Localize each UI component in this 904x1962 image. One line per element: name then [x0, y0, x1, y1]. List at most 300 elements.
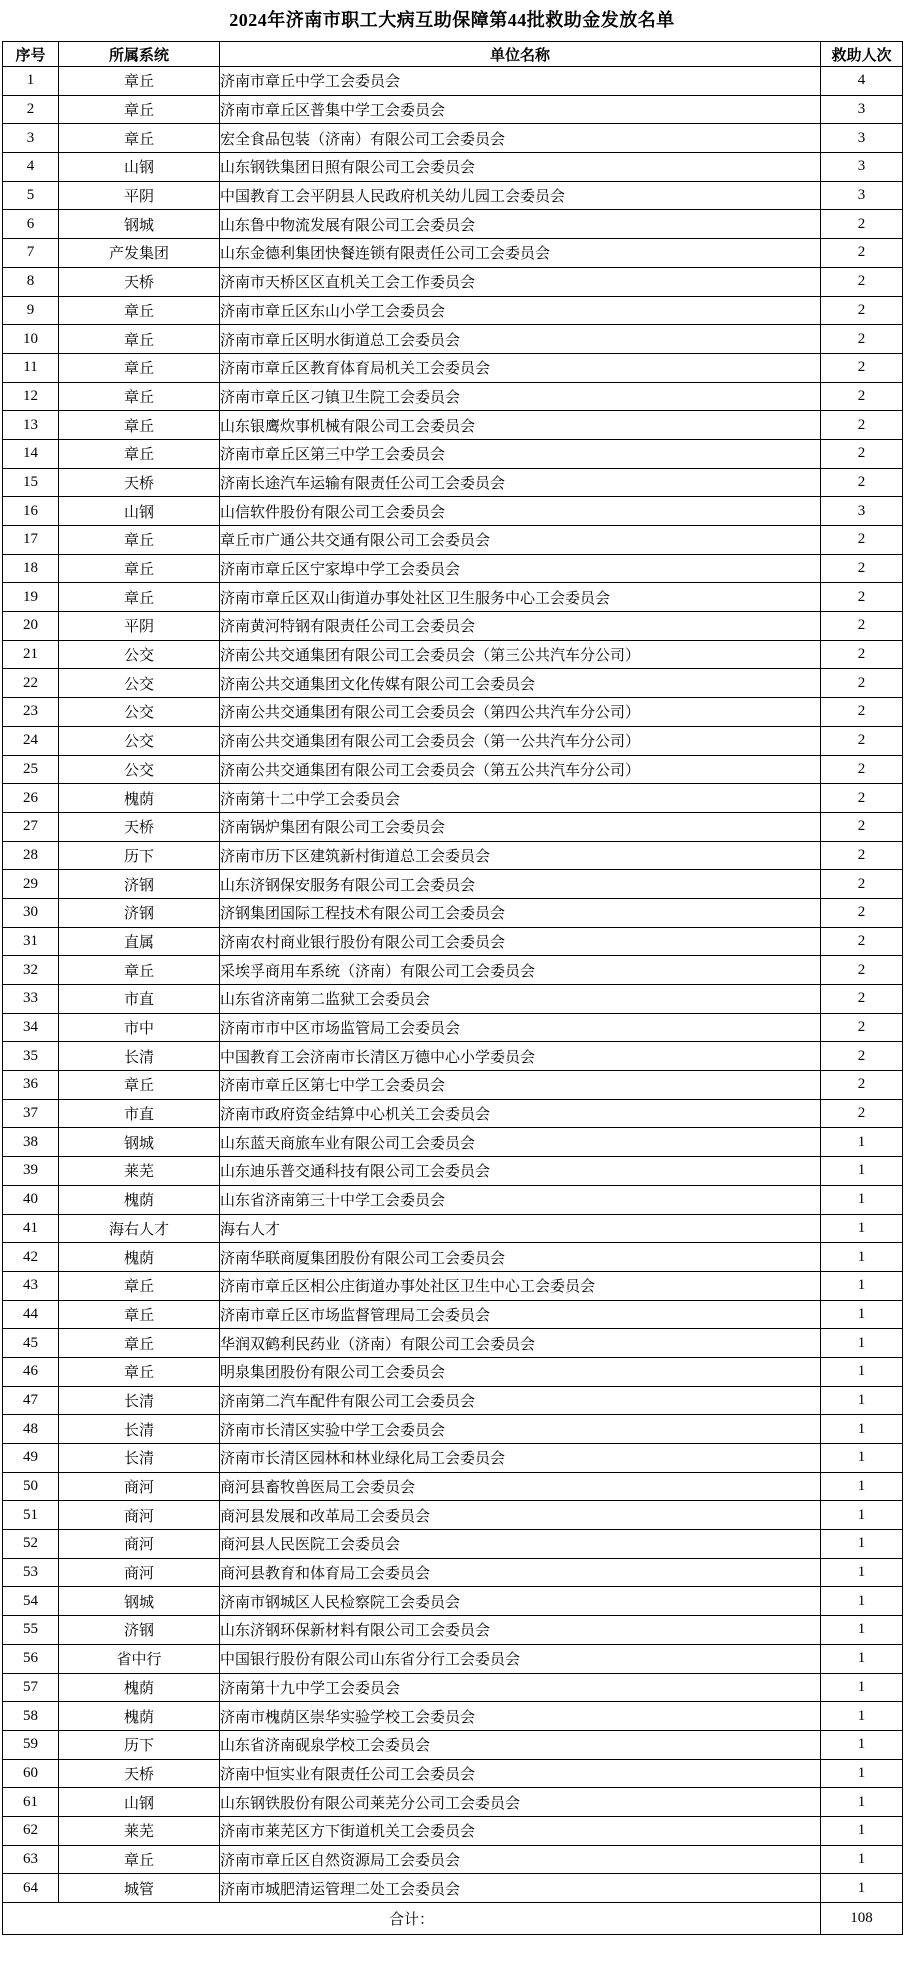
table-row	[3, 985, 903, 1014]
row-serial-no: 13	[3, 411, 59, 440]
row-aid-count: 2	[821, 439, 903, 468]
column-header-system: 所属系统	[59, 42, 220, 67]
table-row	[3, 1759, 903, 1788]
row-serial-no: 25	[3, 755, 59, 784]
row-aid-count: 4	[821, 67, 903, 96]
row-unit-name: 济南市莱芜区方下街道机关工会委员会	[220, 1816, 821, 1845]
row-unit-name: 山东济钢保安服务有限公司工会委员会	[220, 870, 821, 899]
table-row	[3, 439, 903, 468]
row-serial-no: 23	[3, 698, 59, 727]
row-unit-name: 济南市章丘区明水街道总工会委员会	[220, 325, 821, 354]
row-unit-name: 济南中恒实业有限责任公司工会委员会	[220, 1759, 821, 1788]
row-serial-no: 5	[3, 181, 59, 210]
row-unit-name: 山东迪乐普交通科技有限公司工会委员会	[220, 1157, 821, 1186]
row-aid-count: 2	[821, 267, 903, 296]
row-unit-name: 济南第二汽车配件有限公司工会委员会	[220, 1386, 821, 1415]
relief-roster-table	[2, 41, 903, 1935]
row-unit-name: 济南公共交通集团有限公司工会委员会（第四公共汽车分公司）	[220, 698, 821, 727]
table-row	[3, 1300, 903, 1329]
row-aid-count: 1	[821, 1501, 903, 1530]
row-system: 山钢	[59, 497, 220, 526]
row-serial-no: 10	[3, 325, 59, 354]
row-serial-no: 28	[3, 841, 59, 870]
row-system: 章丘	[59, 95, 220, 124]
row-aid-count: 2	[821, 526, 903, 555]
row-aid-count: 2	[821, 612, 903, 641]
table-row	[3, 612, 903, 641]
row-unit-name: 山东银鹰炊事机械有限公司工会委员会	[220, 411, 821, 440]
row-serial-no: 62	[3, 1816, 59, 1845]
table-row	[3, 554, 903, 583]
row-unit-name: 济南公共交通集团有限公司工会委员会（第五公共汽车分公司）	[220, 755, 821, 784]
row-serial-no: 4	[3, 153, 59, 182]
table-row	[3, 1357, 903, 1386]
row-aid-count: 2	[821, 985, 903, 1014]
row-system: 城管	[59, 1874, 220, 1903]
row-unit-name: 济南锅炉集团有限公司工会委员会	[220, 812, 821, 841]
row-system: 天桥	[59, 468, 220, 497]
row-unit-name: 明泉集团股份有限公司工会委员会	[220, 1357, 821, 1386]
row-aid-count: 3	[821, 181, 903, 210]
row-aid-count: 2	[821, 353, 903, 382]
table-row	[3, 1128, 903, 1157]
row-aid-count: 1	[821, 1357, 903, 1386]
row-unit-name: 济南华联商厦集团股份有限公司工会委员会	[220, 1243, 821, 1272]
row-serial-no: 64	[3, 1874, 59, 1903]
row-aid-count: 2	[821, 296, 903, 325]
table-row	[3, 1243, 903, 1272]
row-aid-count: 1	[821, 1874, 903, 1903]
row-serial-no: 22	[3, 669, 59, 698]
row-unit-name: 济南市章丘区市场监督管理局工会委员会	[220, 1300, 821, 1329]
row-unit-name: 济南市天桥区区直机关工会工作委员会	[220, 267, 821, 296]
table-row	[3, 1071, 903, 1100]
row-system: 公交	[59, 755, 220, 784]
row-aid-count: 2	[821, 927, 903, 956]
row-aid-count: 2	[821, 698, 903, 727]
row-system: 天桥	[59, 267, 220, 296]
row-serial-no: 63	[3, 1845, 59, 1874]
row-serial-no: 18	[3, 554, 59, 583]
row-serial-no: 30	[3, 898, 59, 927]
table-row	[3, 784, 903, 813]
row-serial-no: 8	[3, 267, 59, 296]
row-serial-no: 1	[3, 67, 59, 96]
table-row	[3, 325, 903, 354]
row-serial-no: 35	[3, 1042, 59, 1071]
row-unit-name: 宏全食品包装（济南）有限公司工会委员会	[220, 124, 821, 153]
row-system: 槐荫	[59, 784, 220, 813]
table-row	[3, 1587, 903, 1616]
table-row	[3, 267, 903, 296]
row-system: 历下	[59, 841, 220, 870]
row-serial-no: 57	[3, 1673, 59, 1702]
table-row	[3, 640, 903, 669]
row-serial-no: 42	[3, 1243, 59, 1272]
row-system: 长清	[59, 1042, 220, 1071]
row-unit-name: 山东济钢环保新材料有限公司工会委员会	[220, 1616, 821, 1645]
row-unit-name: 山东省济南砚泉学校工会委员会	[220, 1730, 821, 1759]
table-row	[3, 153, 903, 182]
row-system: 莱芜	[59, 1816, 220, 1845]
row-serial-no: 36	[3, 1071, 59, 1100]
table-row	[3, 927, 903, 956]
row-unit-name: 济南市章丘区双山街道办事处社区卫生服务中心工会委员会	[220, 583, 821, 612]
row-aid-count: 2	[821, 583, 903, 612]
table-row	[3, 1702, 903, 1731]
row-serial-no: 17	[3, 526, 59, 555]
row-serial-no: 53	[3, 1558, 59, 1587]
row-serial-no: 43	[3, 1271, 59, 1300]
row-unit-name: 济南长途汽车运输有限责任公司工会委员会	[220, 468, 821, 497]
table-row	[3, 1472, 903, 1501]
row-unit-name: 济南公共交通集团有限公司工会委员会（第一公共汽车分公司）	[220, 726, 821, 755]
row-aid-count: 2	[821, 870, 903, 899]
row-unit-name: 山东蓝天商旅车业有限公司工会委员会	[220, 1128, 821, 1157]
table-row	[3, 353, 903, 382]
row-aid-count: 1	[821, 1128, 903, 1157]
row-serial-no: 39	[3, 1157, 59, 1186]
table-row	[3, 497, 903, 526]
row-unit-name: 济南农村商业银行股份有限公司工会委员会	[220, 927, 821, 956]
table-row	[3, 669, 903, 698]
row-serial-no: 7	[3, 239, 59, 268]
table-row	[3, 382, 903, 411]
total-row	[3, 1903, 903, 1935]
row-system: 天桥	[59, 812, 220, 841]
row-unit-name: 济南黄河特钢有限责任公司工会委员会	[220, 612, 821, 641]
row-system: 章丘	[59, 554, 220, 583]
row-serial-no: 14	[3, 439, 59, 468]
row-unit-name: 济南市章丘区刁镇卫生院工会委员会	[220, 382, 821, 411]
row-aid-count: 2	[821, 726, 903, 755]
row-system: 章丘	[59, 956, 220, 985]
row-unit-name: 章丘市广通公共交通有限公司工会委员会	[220, 526, 821, 555]
row-aid-count: 1	[821, 1329, 903, 1358]
row-system: 公交	[59, 640, 220, 669]
row-system: 公交	[59, 669, 220, 698]
row-unit-name: 济南市城肥清运管理二处工会委员会	[220, 1874, 821, 1903]
table-row	[3, 841, 903, 870]
row-system: 省中行	[59, 1644, 220, 1673]
table-row	[3, 296, 903, 325]
row-system: 章丘	[59, 325, 220, 354]
row-aid-count: 3	[821, 497, 903, 526]
row-aid-count: 2	[821, 898, 903, 927]
row-serial-no: 49	[3, 1444, 59, 1473]
row-serial-no: 32	[3, 956, 59, 985]
row-system: 章丘	[59, 526, 220, 555]
row-aid-count: 1	[821, 1845, 903, 1874]
row-system: 章丘	[59, 67, 220, 96]
table-row	[3, 1271, 903, 1300]
row-unit-name: 济南市章丘区第七中学工会委员会	[220, 1071, 821, 1100]
row-unit-name: 济南市章丘区自然资源局工会委员会	[220, 1845, 821, 1874]
row-aid-count: 2	[821, 956, 903, 985]
row-system: 长清	[59, 1386, 220, 1415]
row-serial-no: 31	[3, 927, 59, 956]
row-unit-name: 济南市章丘区东山小学工会委员会	[220, 296, 821, 325]
row-aid-count: 1	[821, 1702, 903, 1731]
table-row	[3, 1185, 903, 1214]
table-row	[3, 755, 903, 784]
row-system: 长清	[59, 1415, 220, 1444]
row-serial-no: 9	[3, 296, 59, 325]
row-system: 商河	[59, 1472, 220, 1501]
table-row	[3, 956, 903, 985]
row-aid-count: 1	[821, 1730, 903, 1759]
row-serial-no: 61	[3, 1788, 59, 1817]
table-row	[3, 1874, 903, 1903]
table-row	[3, 812, 903, 841]
row-serial-no: 55	[3, 1616, 59, 1645]
row-system: 莱芜	[59, 1157, 220, 1186]
row-aid-count: 3	[821, 153, 903, 182]
row-aid-count: 1	[821, 1759, 903, 1788]
row-aid-count: 2	[821, 755, 903, 784]
row-aid-count: 2	[821, 669, 903, 698]
table-row	[3, 1042, 903, 1071]
row-serial-no: 60	[3, 1759, 59, 1788]
row-serial-no: 41	[3, 1214, 59, 1243]
row-system: 章丘	[59, 439, 220, 468]
row-aid-count: 1	[821, 1472, 903, 1501]
row-serial-no: 47	[3, 1386, 59, 1415]
row-aid-count: 1	[821, 1644, 903, 1673]
row-unit-name: 济南公共交通集团文化传媒有限公司工会委员会	[220, 669, 821, 698]
table-row	[3, 181, 903, 210]
row-system: 商河	[59, 1530, 220, 1559]
row-system: 章丘	[59, 382, 220, 411]
table-row	[3, 898, 903, 927]
row-unit-name: 山东钢铁集团日照有限公司工会委员会	[220, 153, 821, 182]
column-header-serial-no: 序号	[3, 42, 59, 67]
row-aid-count: 1	[821, 1185, 903, 1214]
row-system: 产发集团	[59, 239, 220, 268]
table-row	[3, 1788, 903, 1817]
row-unit-name: 商河县教育和体育局工会委员会	[220, 1558, 821, 1587]
row-system: 济钢	[59, 1616, 220, 1645]
row-aid-count: 2	[821, 841, 903, 870]
row-unit-name: 济南市章丘区相公庄街道办事处社区卫生中心工会委员会	[220, 1271, 821, 1300]
table-row	[3, 698, 903, 727]
row-unit-name: 济南第十九中学工会委员会	[220, 1673, 821, 1702]
row-aid-count: 2	[821, 1071, 903, 1100]
row-system: 章丘	[59, 353, 220, 382]
row-serial-no: 6	[3, 210, 59, 239]
row-system: 山钢	[59, 1788, 220, 1817]
row-system: 钢城	[59, 1128, 220, 1157]
row-serial-no: 38	[3, 1128, 59, 1157]
table-row	[3, 468, 903, 497]
row-aid-count: 2	[821, 325, 903, 354]
row-system: 市中	[59, 1013, 220, 1042]
table-row	[3, 1616, 903, 1645]
row-serial-no: 58	[3, 1702, 59, 1731]
row-system: 槐荫	[59, 1673, 220, 1702]
row-aid-count: 1	[821, 1444, 903, 1473]
table-row	[3, 870, 903, 899]
row-aid-count: 1	[821, 1243, 903, 1272]
row-aid-count: 2	[821, 1099, 903, 1128]
table-row	[3, 1501, 903, 1530]
row-aid-count: 1	[821, 1386, 903, 1415]
table-row	[3, 239, 903, 268]
row-aid-count: 1	[821, 1214, 903, 1243]
row-system: 槐荫	[59, 1185, 220, 1214]
row-unit-name: 济南市钢城区人民检察院工会委员会	[220, 1587, 821, 1616]
row-system: 平阴	[59, 612, 220, 641]
row-serial-no: 20	[3, 612, 59, 641]
row-system: 槐荫	[59, 1702, 220, 1731]
row-aid-count: 2	[821, 784, 903, 813]
row-unit-name: 济南市章丘中学工会委员会	[220, 67, 821, 96]
row-system: 章丘	[59, 583, 220, 612]
table-row	[3, 1673, 903, 1702]
row-aid-count: 2	[821, 411, 903, 440]
row-system: 公交	[59, 726, 220, 755]
row-unit-name: 济南市历下区建筑新村街道总工会委员会	[220, 841, 821, 870]
row-system: 市直	[59, 1099, 220, 1128]
row-unit-name: 济钢集团国际工程技术有限公司工会委员会	[220, 898, 821, 927]
row-system: 章丘	[59, 296, 220, 325]
row-serial-no: 56	[3, 1644, 59, 1673]
row-serial-no: 45	[3, 1329, 59, 1358]
row-aid-count: 1	[821, 1558, 903, 1587]
row-aid-count: 1	[821, 1816, 903, 1845]
row-aid-count: 2	[821, 239, 903, 268]
row-system: 章丘	[59, 124, 220, 153]
table-row	[3, 1644, 903, 1673]
table-row	[3, 1730, 903, 1759]
table-row	[3, 411, 903, 440]
table-row	[3, 124, 903, 153]
table-row	[3, 1530, 903, 1559]
row-serial-no: 50	[3, 1472, 59, 1501]
row-serial-no: 51	[3, 1501, 59, 1530]
row-unit-name: 采埃孚商用车系统（济南）有限公司工会委员会	[220, 956, 821, 985]
row-unit-name: 济南市槐荫区崇华实验学校工会委员会	[220, 1702, 821, 1731]
row-aid-count: 2	[821, 812, 903, 841]
row-aid-count: 1	[821, 1616, 903, 1645]
table-row	[3, 95, 903, 124]
row-serial-no: 26	[3, 784, 59, 813]
row-aid-count: 1	[821, 1587, 903, 1616]
row-serial-no: 54	[3, 1587, 59, 1616]
table-header-row	[3, 42, 903, 67]
row-unit-name: 济南市市中区市场监管局工会委员会	[220, 1013, 821, 1042]
row-system: 章丘	[59, 411, 220, 440]
row-system: 槐荫	[59, 1243, 220, 1272]
row-system: 钢城	[59, 1587, 220, 1616]
row-serial-no: 11	[3, 353, 59, 382]
row-serial-no: 37	[3, 1099, 59, 1128]
row-unit-name: 山东钢铁股份有限公司莱芜分公司工会委员会	[220, 1788, 821, 1817]
row-unit-name: 济南市章丘区教育体育局机关工会委员会	[220, 353, 821, 382]
row-system: 山钢	[59, 153, 220, 182]
row-unit-name: 商河县发展和改革局工会委员会	[220, 1501, 821, 1530]
table-row	[3, 1157, 903, 1186]
row-serial-no: 2	[3, 95, 59, 124]
row-serial-no: 3	[3, 124, 59, 153]
row-aid-count: 1	[821, 1673, 903, 1702]
row-unit-name: 商河县人民医院工会委员会	[220, 1530, 821, 1559]
row-serial-no: 21	[3, 640, 59, 669]
row-system: 章丘	[59, 1357, 220, 1386]
row-aid-count: 2	[821, 1013, 903, 1042]
row-aid-count: 2	[821, 382, 903, 411]
row-system: 章丘	[59, 1071, 220, 1100]
row-system: 钢城	[59, 210, 220, 239]
row-unit-name: 海右人才	[220, 1214, 821, 1243]
table-row	[3, 1013, 903, 1042]
row-unit-name: 山东鲁中物流发展有限公司工会委员会	[220, 210, 821, 239]
row-unit-name: 山东省济南第三十中学工会委员会	[220, 1185, 821, 1214]
row-system: 章丘	[59, 1845, 220, 1874]
table-row	[3, 1845, 903, 1874]
row-system: 市直	[59, 985, 220, 1014]
row-unit-name: 山信软件股份有限公司工会委员会	[220, 497, 821, 526]
column-header-unit-name: 单位名称	[220, 42, 821, 67]
table-row	[3, 1329, 903, 1358]
total-label: 合计：	[3, 1903, 821, 1935]
row-unit-name: 商河县畜牧兽医局工会委员会	[220, 1472, 821, 1501]
row-unit-name: 中国教育工会平阴县人民政府机关幼儿园工会委员会	[220, 181, 821, 210]
row-serial-no: 19	[3, 583, 59, 612]
row-aid-count: 1	[821, 1300, 903, 1329]
row-unit-name: 济南市章丘区宁家埠中学工会委员会	[220, 554, 821, 583]
row-serial-no: 48	[3, 1415, 59, 1444]
table-row	[3, 210, 903, 239]
row-serial-no: 44	[3, 1300, 59, 1329]
row-unit-name: 济南市政府资金结算中心机关工会委员会	[220, 1099, 821, 1128]
table-row	[3, 67, 903, 96]
table-row	[3, 1558, 903, 1587]
total-value: 108	[821, 1903, 903, 1935]
row-unit-name: 山东金德利集团快餐连锁有限责任公司工会委员会	[220, 239, 821, 268]
row-serial-no: 33	[3, 985, 59, 1014]
row-serial-no: 12	[3, 382, 59, 411]
row-serial-no: 40	[3, 1185, 59, 1214]
row-aid-count: 2	[821, 210, 903, 239]
row-unit-name: 济南公共交通集团有限公司工会委员会（第三公共汽车分公司）	[220, 640, 821, 669]
row-system: 商河	[59, 1558, 220, 1587]
table-row	[3, 1816, 903, 1845]
row-unit-name: 济南市章丘区普集中学工会委员会	[220, 95, 821, 124]
row-aid-count: 2	[821, 554, 903, 583]
row-unit-name: 华润双鹤利民药业（济南）有限公司工会委员会	[220, 1329, 821, 1358]
page-title: 2024年济南市职工大病互助保障第44批救助金发放名单	[229, 10, 675, 30]
table-row	[3, 583, 903, 612]
row-serial-no: 59	[3, 1730, 59, 1759]
row-serial-no: 29	[3, 870, 59, 899]
row-serial-no: 34	[3, 1013, 59, 1042]
table-row	[3, 1444, 903, 1473]
row-system: 商河	[59, 1501, 220, 1530]
row-system: 章丘	[59, 1271, 220, 1300]
row-system: 章丘	[59, 1329, 220, 1358]
row-aid-count: 2	[821, 468, 903, 497]
row-aid-count: 1	[821, 1415, 903, 1444]
row-serial-no: 52	[3, 1530, 59, 1559]
row-system: 公交	[59, 698, 220, 727]
table-row	[3, 1099, 903, 1128]
row-unit-name: 济南市章丘区第三中学工会委员会	[220, 439, 821, 468]
table-row	[3, 1386, 903, 1415]
row-aid-count: 1	[821, 1530, 903, 1559]
row-serial-no: 16	[3, 497, 59, 526]
row-aid-count: 3	[821, 95, 903, 124]
